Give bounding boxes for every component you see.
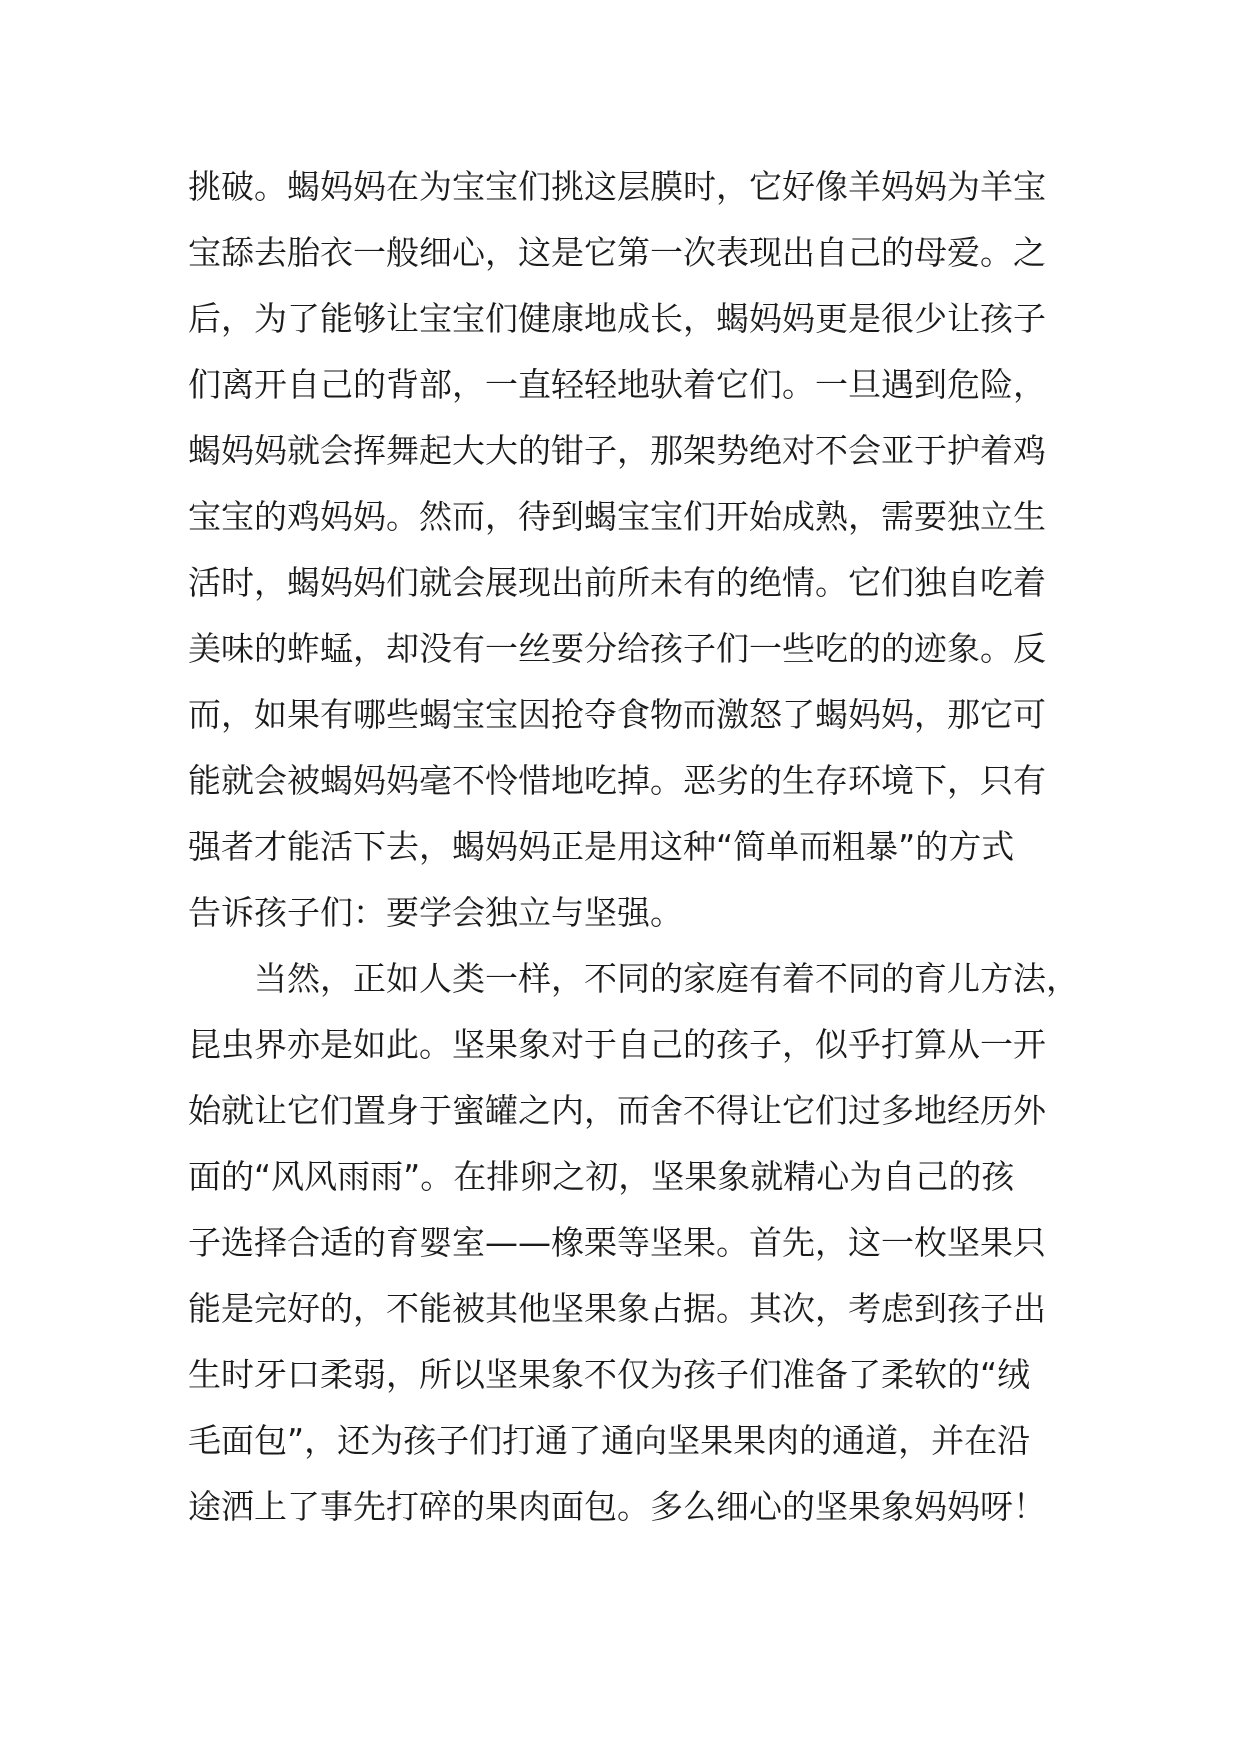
text-line: 途洒上了事先打碎的果肉面包。多么细心的坚果象妈妈呀！ (188, 1487, 1046, 1526)
text-line: 能就会被蝎妈妈毫不怜惜地吃掉。恶劣的生存环境下，只有 (188, 761, 1046, 800)
text-line: 能是完好的，不能被其他坚果象占据。其次，考虑到孩子出 (188, 1289, 1046, 1328)
body-text (188, 154, 1088, 1540)
text-line: 蝎妈妈就会挥舞起大大的钳子，那架势绝对不会亚于护着鸡 (188, 431, 1046, 470)
text-line: 而，如果有哪些蝎宝宝因抢夺食物而激怒了蝎妈妈，那它可 (188, 695, 1046, 734)
text-line: 告诉孩子们：要学会独立与坚强。 (188, 893, 683, 932)
text-line: 毛面包”，还为孩子们打通了通向坚果果肉的通道，并在沿 (188, 1421, 1031, 1460)
text-line: 宝舔去胎衣一般细心，这是它第一次表现出自己的母爱。之 (188, 233, 1046, 272)
text-line: 强者才能活下去，蝎妈妈正是用这种“简单而粗暴”的方式 (188, 827, 1015, 866)
text-line: 后，为了能够让宝宝们健康地成长，蝎妈妈更是很少让孩子 (188, 299, 1046, 338)
text-line: 生时牙口柔弱，所以坚果象不仅为孩子们准备了柔软的“绒 (188, 1355, 1031, 1394)
text-line: 子选择合适的育婴室——橡栗等坚果。首先，这一枚坚果只 (188, 1223, 1046, 1262)
text-line: 美味的蚱蜢，却没有一丝要分给孩子们一些吃的的迹象。反 (188, 629, 1046, 668)
text-line: 们离开自己的背部，一直轻轻地驮着它们。一旦遇到危险， (188, 365, 1046, 404)
text-line: 宝宝的鸡妈妈。然而，待到蝎宝宝们开始成熟，需要独立生 (188, 497, 1046, 536)
text-line: 挑破。蝎妈妈在为宝宝们挑这层膜时，它好像羊妈妈为羊宝 (188, 167, 1046, 206)
text-line: 昆虫界亦是如此。坚果象对于自己的孩子，似乎打算从一开 (188, 1025, 1046, 1064)
paragraph-start-line: 当然，正如人类一样，不同的家庭有着不同的育儿方法， (254, 959, 1079, 998)
text-line: 始就让它们置身于蜜罐之内，而舍不得让它们过多地经历外 (188, 1091, 1046, 1130)
text-line: 面的“风风雨雨”。在排卵之初，坚果象就精心为自己的孩 (188, 1157, 1015, 1196)
text-line: 活时，蝎妈妈们就会展现出前所未有的绝情。它们独自吃着 (188, 563, 1046, 602)
